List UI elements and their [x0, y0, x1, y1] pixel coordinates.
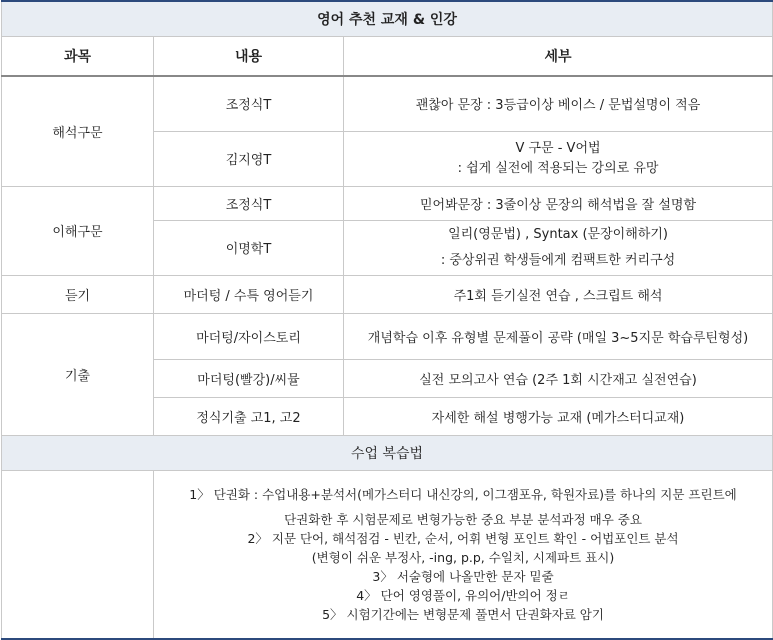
section-row [2, 435, 773, 470]
content-cell: 이명학T [154, 220, 344, 275]
review-line: (변형이 쉬운 부정사, -ing, p.p, 수일치, 시제파트 표시) [311, 549, 615, 565]
header-detail: 세부 [344, 37, 773, 77]
header-subject: 과목 [2, 37, 154, 77]
content-cell: 김지영T [154, 131, 344, 186]
detail-cell [344, 220, 773, 275]
content-cell: 정식기출 고1, 고2 [154, 397, 344, 435]
detail-cell [344, 131, 773, 186]
subject-cell: 이해구문 [2, 186, 154, 275]
table-title: 영어 추천 교재 & 인강 [2, 1, 773, 37]
review-line: 5〉 시험기간에는 변형문제 풀면서 단권화자료 암기 [322, 606, 604, 622]
detail-cell: 자세한 해설 병행가능 교재 (메가스터디교재) [344, 397, 773, 435]
content-cell: 조정식T [154, 186, 344, 220]
detail-line: : 중상위권 학생들에게 컴팩트한 커리구성 [440, 252, 676, 268]
table-row [2, 76, 773, 131]
subject-cell: 듣기 [2, 275, 154, 313]
detail-cell: 개념학습 이후 유형별 문제풀이 공략 (매일 3~5지문 학습루틴형성) [344, 313, 773, 359]
title-row [2, 1, 773, 37]
review-line: 단권화한 후 시험문제로 변형가능한 중요 부분 분석과정 매우 중요 [284, 511, 642, 527]
content-cell: 마더텅(빨강)/씨뮬 [154, 359, 344, 397]
detail-line: : 쉽게 실전에 적용되는 강의로 유망 [457, 160, 659, 176]
empty-cell [2, 470, 154, 639]
detail-cell: 주1회 듣기실전 연습 , 스크립트 해석 [344, 275, 773, 313]
content-cell: 마더텅 / 수특 영어듣기 [154, 275, 344, 313]
header-row [2, 37, 773, 77]
detail-line: 일리(영문법) , Syntax (문장이해하기) [448, 226, 668, 242]
review-line: 1〉 단권화 : 수업내용+분석서(메가스터디 내신강의, 이그잼포유, 학원자료)를 하나의 지문 프린트에 [189, 486, 737, 502]
content-cell: 마더텅/자이스토리 [154, 313, 344, 359]
review-notes [154, 470, 773, 639]
recommendation-table [1, 0, 773, 640]
header-content: 내용 [154, 37, 344, 77]
subject-cell: 해석구문 [2, 76, 154, 186]
detail-line: V 구문 - V어법 [515, 140, 601, 156]
table-row [2, 186, 773, 220]
subject-cell: 기출 [2, 313, 154, 435]
detail-cell: 괜찮아 문장 : 3등급이상 베이스 / 문법설명이 적음 [344, 76, 773, 131]
detail-cell: 믿어봐문장 : 3줄이상 문장의 해석법을 잘 설명함 [344, 186, 773, 220]
review-line: 2〉 지문 단어, 해석점검 - 빈칸, 순서, 어휘 변형 포인트 확인 - 어법포인트 분석 [247, 530, 679, 546]
review-line: 3〉 서술형에 나올만한 문자 밑줄 [372, 568, 554, 584]
review-row [2, 470, 773, 639]
table-row [2, 275, 773, 313]
review-line: 4〉 단어 영영풀이, 유의어/반의어 정ㄹ [356, 587, 570, 603]
review-title: 수업 복습법 [2, 435, 773, 470]
content-cell: 조정식T [154, 76, 344, 131]
table-row [2, 313, 773, 359]
detail-cell: 실전 모의고사 연습 (2주 1회 시간재고 실전연습) [344, 359, 773, 397]
